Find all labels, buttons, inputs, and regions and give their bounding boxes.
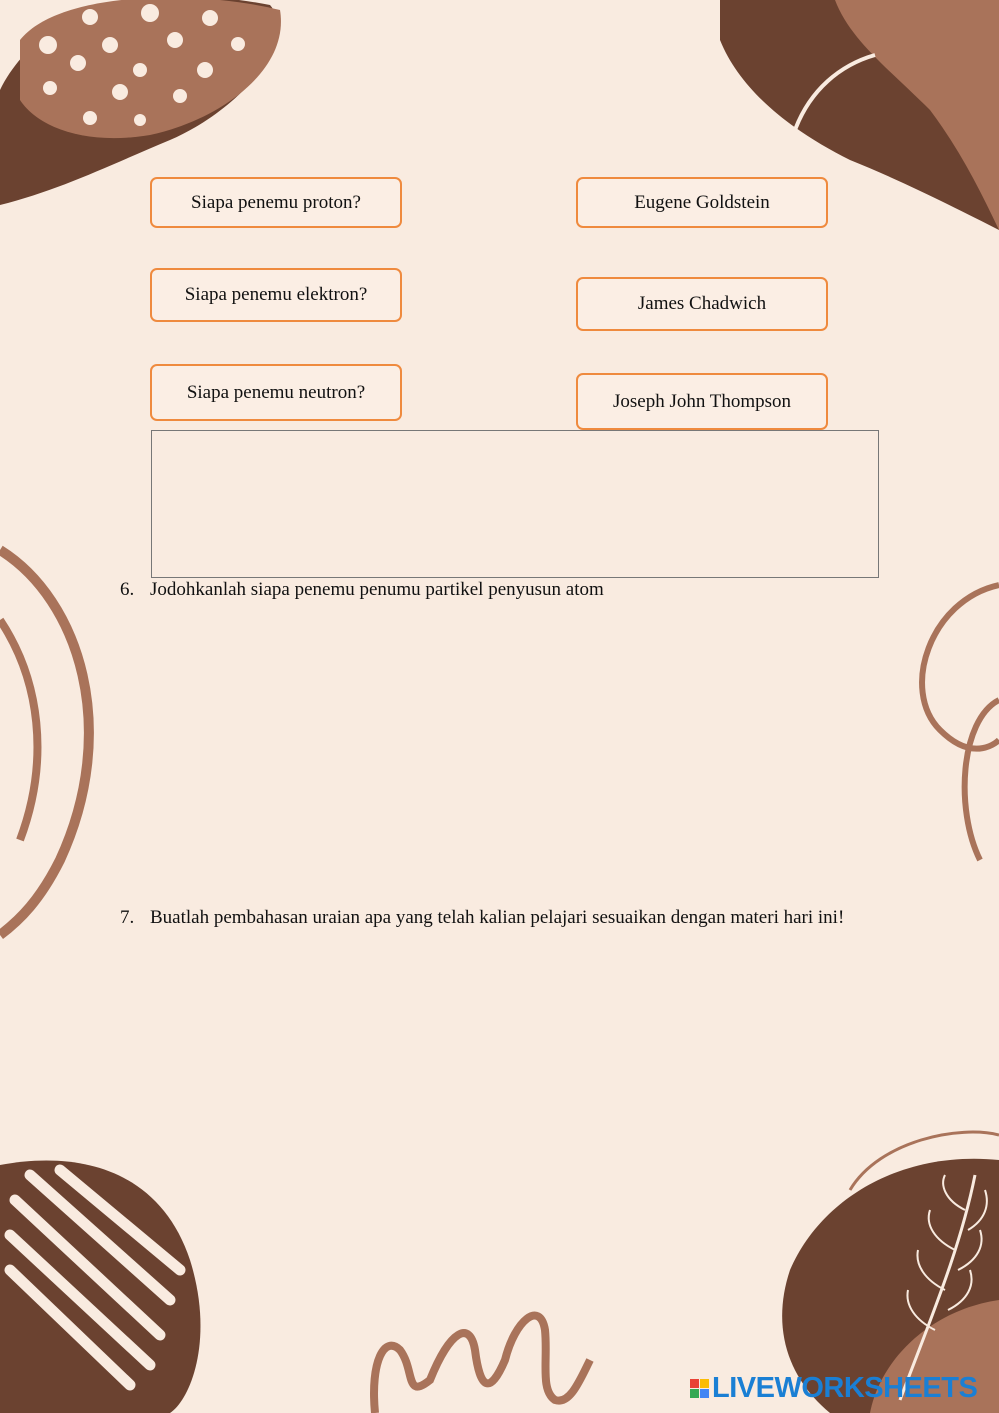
logo-text: LIVEWORKSHEETS [712,1372,978,1404]
question-text: Buatlah pembahasan uraian apa yang telah kalian pelajari sesuaikan dengan materi hari ini! [150,907,845,928]
question-number: 6. [120,579,135,600]
question-box-elektron[interactable] [150,268,402,322]
question-box-label: Siapa penemu elektron? [184,284,368,305]
answer-text-area[interactable] [151,430,879,578]
answer-box-thompson[interactable] [576,373,828,430]
answer-box-label: Eugene Goldstein [634,191,770,213]
question-6 [120,579,604,601]
question-7 [120,907,844,929]
logo-mark-icon [690,1379,709,1398]
answer-box-chadwich[interactable] [576,277,828,331]
question-number: 7. [120,907,135,928]
liveworksheets-logo [690,1372,977,1405]
question-box-label: Siapa penemu proton? [191,191,361,213]
answer-box-label: James Chadwich [637,293,767,314]
question-box-neutron[interactable] [150,364,402,421]
question-box-label: Siapa penemu neutron? [186,381,366,403]
answer-box-label: Joseph John Thompson [612,390,792,412]
answer-box-goldstein[interactable] [576,177,828,228]
question-text: Jodohkanlah siapa penemu penumu partikel penyusun atom [150,579,604,600]
question-box-proton[interactable] [150,177,402,228]
